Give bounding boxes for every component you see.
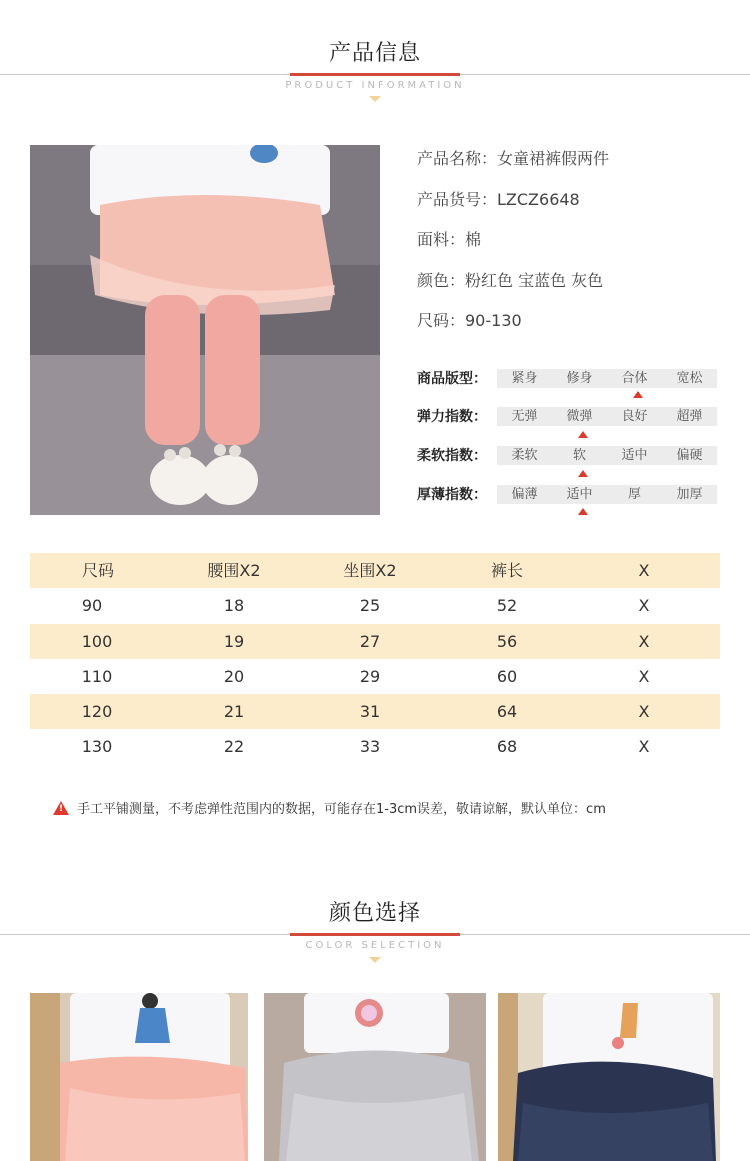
attribute-scale [497, 369, 717, 388]
scale-option: 加厚 [676, 487, 703, 502]
attribute-label: 商品版型： [417, 371, 487, 387]
divider-accent [290, 933, 460, 936]
scale-option: 微弹 [566, 409, 593, 424]
attribute-scale [497, 446, 717, 465]
color-option-gray[interactable] [264, 993, 486, 1161]
table-cell: 110 [81, 666, 113, 686]
color-option-pink[interactable] [30, 993, 248, 1161]
scale-option: 偏薄 [511, 487, 538, 502]
product-name: 产品名称：女童裙裤假两件 [417, 149, 610, 168]
scale-option: 合体 [621, 371, 648, 386]
size-table [30, 553, 720, 765]
product-colors: 颜色：粉红色 宝蓝色 灰色 [417, 270, 604, 290]
table-row [30, 694, 720, 729]
scale-option: 适中 [566, 487, 593, 502]
table-header: 尺码 [81, 561, 114, 580]
section-subtitle: COLOR SELECTION [305, 940, 445, 951]
attribute-label: 厚薄指数： [417, 487, 487, 503]
table-cell: 68 [496, 737, 518, 757]
table-cell: 31 [359, 702, 381, 722]
selected-marker-icon [578, 431, 588, 438]
attribute-scale [497, 407, 717, 426]
attribute-label: 柔软指数： [417, 448, 487, 464]
table-cell: 130 [81, 737, 113, 757]
warning-icon: ! [53, 801, 69, 815]
table-cell: 27 [359, 631, 381, 651]
notice-text: 手工平铺测量，不考虑弹性范围内的数据，可能存在1-3cm误差，敬请谅解，默认单位：cm [77, 802, 606, 817]
down-triangle-icon [369, 96, 381, 102]
table-cell: 22 [223, 737, 245, 757]
selected-marker-icon [633, 391, 643, 398]
table-cell: 56 [496, 631, 518, 651]
table-cell: X [638, 737, 650, 757]
table-cell: 120 [81, 702, 113, 722]
table-row [30, 624, 720, 659]
product-info-list [417, 148, 609, 351]
table-header-row [30, 553, 720, 588]
measurement-notice [53, 800, 606, 820]
table-cell: 100 [81, 631, 113, 651]
table-cell: 60 [496, 666, 518, 686]
down-triangle-icon [369, 957, 381, 963]
table-header: 腰围X2 [207, 561, 261, 580]
attribute-label: 弹力指数： [417, 409, 487, 425]
table-cell: 64 [496, 702, 518, 722]
attribute-scale [497, 485, 717, 504]
scale-option: 超弹 [676, 409, 703, 424]
scale-option: 软 [572, 448, 586, 463]
color-option-navy[interactable] [498, 993, 720, 1161]
scale-option: 无弹 [511, 409, 538, 424]
product-photo [30, 145, 380, 515]
table-cell: 21 [223, 702, 245, 722]
scale-option: 柔软 [511, 448, 538, 463]
table-cell: 19 [223, 631, 245, 651]
divider-accent [290, 73, 460, 76]
table-cell: X [638, 702, 650, 722]
product-size: 尺码：90-130 [417, 311, 522, 330]
scale-option: 偏硬 [676, 448, 703, 463]
product-sku: 产品货号：LZCZ6648 [417, 189, 580, 209]
table-cell: 20 [223, 666, 245, 686]
scale-option: 适中 [621, 448, 648, 463]
table-row [30, 659, 720, 694]
table-cell: 90 [81, 596, 103, 616]
table-cell: 29 [359, 666, 381, 686]
product-fabric: 面料：棉 [417, 230, 482, 249]
selected-marker-icon [578, 508, 588, 515]
table-header: 坐围X2 [343, 561, 397, 580]
scale-option: 良好 [621, 409, 648, 424]
scale-option: 厚 [627, 487, 641, 502]
section-subtitle: PRODUCT INFORMATION [285, 80, 465, 91]
section-title: 产品信息 [328, 41, 421, 66]
table-row [30, 588, 720, 623]
table-cell: 52 [496, 596, 518, 616]
section-title: 颜色选择 [328, 901, 421, 926]
table-header: 裤长 [490, 561, 523, 580]
table-cell: X [638, 631, 650, 651]
table-cell: 33 [359, 737, 381, 757]
table-cell: X [638, 596, 650, 616]
selected-marker-icon [578, 470, 588, 477]
table-cell: 25 [359, 596, 381, 616]
scale-option: 宽松 [676, 371, 703, 386]
scale-option: 修身 [566, 371, 593, 386]
table-cell: 18 [223, 596, 245, 616]
table-cell: X [638, 666, 650, 686]
scale-option: 紧身 [511, 371, 538, 386]
table-row [30, 729, 720, 764]
table-header: X [638, 561, 650, 580]
